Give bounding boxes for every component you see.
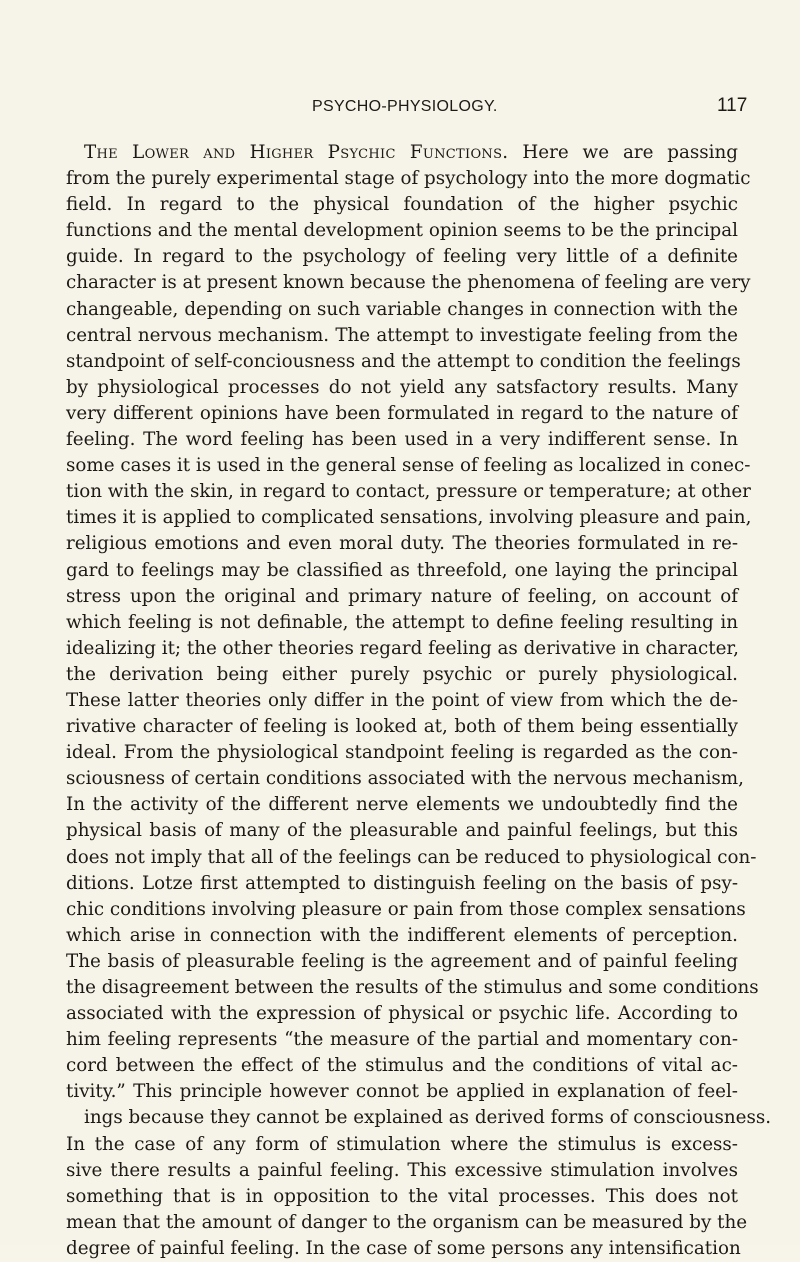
text-line: guide. In regard to the psychology of feeling very little of a definite bbox=[66, 246, 738, 268]
text-line bbox=[66, 140, 738, 166]
text-line: In the case of any form of stimulation where the stimulus is excess- bbox=[66, 1133, 738, 1155]
text-line: gard to feelings may be classified as threefold, one laying the principal bbox=[66, 559, 738, 581]
text-line: some cases it is used in the general sense of feeling as localized in conec- bbox=[66, 455, 751, 477]
text-line: feeling. The word feeling has been used in a very indifferent sense. In bbox=[66, 429, 738, 451]
text-line: times it is applied to complicated sensations, involving pleasure and pain, bbox=[66, 507, 752, 529]
text-line: physical basis of many of the pleasurable and painful feelings, but this bbox=[66, 820, 738, 842]
text-line: central nervous mechanism. The attempt to investigate feeling from the bbox=[66, 324, 738, 346]
text-line: rivative character of feeling is looked at, both of them being essentially bbox=[66, 716, 738, 738]
text-line: standpoint of self-conciousness and the attempt to condition the feelings bbox=[66, 350, 741, 372]
text-line: functions and the mental development opinion seems to be the principal bbox=[66, 220, 738, 242]
text-line: by physiological processes do not yield any satsfactory results. Many bbox=[66, 376, 738, 398]
text-line: which feeling is not definable, the attempt to define feeling resulting in bbox=[66, 611, 738, 633]
text-line: from the purely experimental stage of psychology into the more dogmatic bbox=[66, 168, 751, 190]
text-line: ideal. From the physiological standpoint feeling is regarded as the con- bbox=[66, 742, 738, 764]
text-line: something that is in opposition to the vital processes. This does not bbox=[66, 1185, 738, 1207]
page-number: 117 bbox=[717, 95, 748, 116]
text-line: sive there results a painful feeling. This excessive stimulation involves bbox=[66, 1159, 738, 1181]
text-line: character is at present known because the phenomena of feeling are very bbox=[66, 272, 751, 294]
heading-line-rest: Here we are passing bbox=[508, 142, 738, 163]
text-line: The basis of pleasurable feeling is the agreement and of painful feeling bbox=[66, 950, 738, 972]
text-line: religious emotions and even moral duty. The theories formulated in re- bbox=[66, 533, 738, 555]
text-line: very different opinions have been formulated in regard to the nature of bbox=[66, 402, 738, 424]
text-line: which arise in connection with the indifferent elements of perception. bbox=[66, 924, 738, 946]
text-line: field. In regard to the physical foundation of the higher psychic bbox=[66, 194, 738, 216]
text-line: chic conditions involving pleasure or pain from those complex sensations bbox=[66, 898, 746, 920]
text-line: In the activity of the different nerve elements we undoubtedly find the bbox=[66, 794, 738, 816]
text-line: the derivation being either purely psychic or purely physiological. bbox=[66, 663, 738, 685]
text-line: ings because they cannot be explained as derived forms of consciousness. bbox=[84, 1107, 772, 1129]
text-line: changeable, depending on such variable changes in connection with the bbox=[66, 298, 738, 320]
text-line: These latter theories only differ in the point of view from which the de- bbox=[66, 689, 738, 711]
text-line: the disagreement between the results of the stimulus and some conditions bbox=[66, 977, 759, 998]
section-heading: The Lower and Higher Psychic Functions. bbox=[84, 142, 509, 163]
text-line: idealizing it; the other theories regard feeling as derivative in character, bbox=[66, 637, 739, 659]
text-line: cord between the effect of the stimulus and the conditions of vital ac- bbox=[66, 1055, 738, 1077]
body-text bbox=[66, 140, 772, 1262]
text-line: ditions. Lotze first attempted to distinguish feeling on the basis of psy- bbox=[66, 872, 738, 894]
text-line: tion with the skin, in regard to contact, pressure or temperature; at other bbox=[66, 481, 751, 503]
text-line: mean that the amount of danger to the organism can be measured by the bbox=[66, 1211, 748, 1233]
text-line: does not imply that all of the feelings can be reduced to physiological con- bbox=[66, 846, 757, 868]
text-line: tivity.” This principle however connot be applied in explanation of feel- bbox=[66, 1081, 738, 1103]
text-line: him feeling represents “the measure of the partial and momentary con- bbox=[66, 1029, 738, 1051]
text-line: associated with the expression of physical or psychic life. According to bbox=[66, 1003, 738, 1025]
text-line: stress upon the original and primary nature of feeling, on account of bbox=[66, 585, 738, 607]
running-title: PSYCHO-PHYSIOLOGY. bbox=[312, 98, 498, 115]
text-line: sciousness of certain conditions associated with the nervous mechanism, bbox=[66, 768, 744, 790]
text-line: degree of painful feeling. In the case of some persons any intensification bbox=[66, 1237, 741, 1259]
